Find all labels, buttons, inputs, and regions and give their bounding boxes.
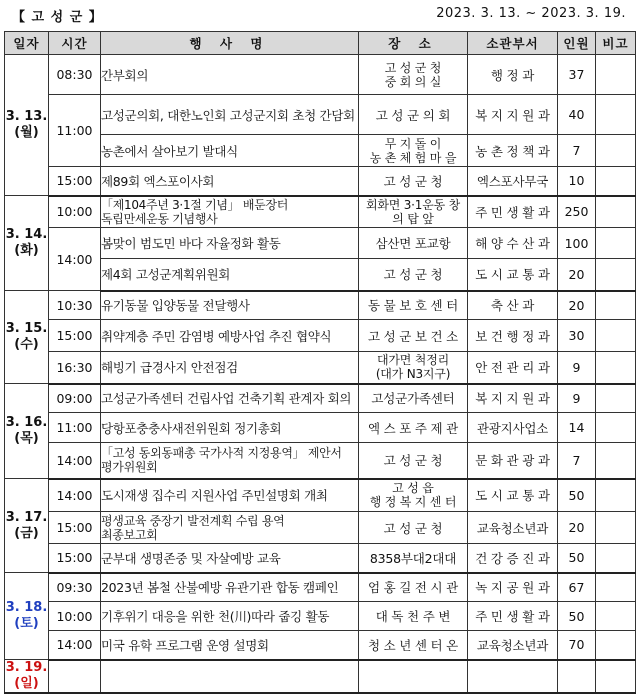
day-date: 3. 19. [5, 660, 48, 675]
event-count: 20 [558, 291, 596, 320]
event-name: 고성군의회, 대한노인회 고성군지회 초청 간담회 [101, 95, 359, 135]
event-place: 엄 홍 길 전 시 관 [359, 573, 468, 602]
event-dept: 축 산 과 [468, 291, 558, 320]
event-place: 삼산면 포교항 [359, 228, 468, 259]
schedule-row [5, 660, 636, 694]
event-place: 대 독 천 주 변 [359, 602, 468, 631]
event-name: 「제104주년 3·1절 기념」 배둔장터 독립만세운동 기념행사 [101, 196, 359, 228]
event-count: 100 [558, 228, 596, 259]
day-weekday: (화) [14, 243, 39, 258]
event-note [596, 167, 636, 196]
event-dept: 안 전 관 리 과 [468, 352, 558, 384]
event-place: 고 성 읍 행 정 복 지 센 터 [359, 479, 468, 512]
schedule-row [5, 573, 636, 602]
event-time: 14:00 [49, 479, 101, 512]
event-note [596, 95, 636, 135]
day-weekday: (목) [14, 431, 39, 446]
event-name: 취약계층 주민 감염병 예방사업 추진 협약식 [101, 320, 359, 352]
event-name: 봄맞이 범도민 바다 자율정화 활동 [101, 228, 359, 259]
event-dept: 행 정 과 [468, 55, 558, 95]
day-weekday: (금) [14, 525, 39, 541]
event-dept: 교육청소년과 [468, 512, 558, 544]
event-dept: 건 강 증 진 과 [468, 544, 558, 573]
schedule-row [5, 167, 636, 196]
schedule-row [5, 291, 636, 320]
event-name: 고성군가족센터 건립사업 건축기획 관계자 회의 [101, 384, 359, 413]
event-time: 08:30 [49, 55, 101, 95]
event-time: 14:00 [49, 631, 101, 660]
event-count: 20 [558, 512, 596, 544]
table-header-row [5, 32, 636, 55]
event-count: 7 [558, 443, 596, 479]
col-header-event: 행 사 명 [101, 32, 359, 55]
event-note [596, 320, 636, 352]
event-place: 고 성 군 의 회 [359, 95, 468, 135]
event-place: 엑 스 포 주 제 관 [359, 413, 468, 443]
schedule-row [5, 320, 636, 352]
schedule-row [5, 55, 636, 95]
event-dept: 녹 지 공 원 과 [468, 573, 558, 602]
col-header-count: 인원 [558, 32, 596, 55]
day-date: 3. 18. [5, 600, 48, 615]
event-place: 고 성 군 청 [359, 512, 468, 544]
day-label-3 [5, 384, 49, 479]
event-note [596, 544, 636, 573]
event-time: 14:00 [49, 228, 101, 291]
event-note [596, 660, 636, 694]
event-count: 50 [558, 544, 596, 573]
event-name: 2023년 봄철 산불예방 유관기관 합동 캠페인 [101, 573, 359, 602]
day-date: 3. 16. [5, 415, 48, 430]
event-time: 16:30 [49, 352, 101, 384]
schedule-period: 2023. 3. 13. ~ 2023. 3. 19. [436, 6, 626, 21]
day-weekday: (월) [14, 125, 39, 140]
day-date: 3. 14. [5, 227, 48, 242]
col-header-note: 비고 [596, 32, 636, 55]
event-note [596, 479, 636, 512]
col-header-time: 시간 [49, 32, 101, 55]
event-count: 9 [558, 384, 596, 413]
event-note [596, 443, 636, 479]
event-name: 당항포충충사새전위원회 정기총회 [101, 413, 359, 443]
event-time: 09:00 [49, 384, 101, 413]
day-label-0 [5, 55, 49, 196]
event-note [596, 291, 636, 320]
event-dept: 농 촌 정 책 과 [468, 135, 558, 167]
event-place [359, 660, 468, 694]
event-name: 제4회 고성군계획위원회 [101, 259, 359, 291]
event-count: 250 [558, 196, 596, 228]
day-label-6 [5, 660, 49, 694]
event-count: 14 [558, 413, 596, 443]
event-note [596, 135, 636, 167]
day-date: 3. 15. [5, 321, 48, 336]
event-name: 평생교육 중장기 발전계획 수립 용역 최종보고회 [101, 512, 359, 544]
event-count: 9 [558, 352, 596, 384]
event-dept: 복 지 지 원 과 [468, 384, 558, 413]
event-time: 14:00 [49, 443, 101, 479]
event-count: 40 [558, 95, 596, 135]
event-dept: 관광지사업소 [468, 413, 558, 443]
event-count: 50 [558, 479, 596, 512]
schedule-row [5, 479, 636, 512]
event-count: 67 [558, 573, 596, 602]
weekly-schedule-table [4, 31, 636, 694]
event-count: 70 [558, 631, 596, 660]
event-note [596, 196, 636, 228]
event-place: 고성군가족센터 [359, 384, 468, 413]
day-weekday: (수) [14, 337, 39, 352]
event-time: 15:00 [49, 167, 101, 196]
event-note [596, 602, 636, 631]
event-time: 15:00 [49, 544, 101, 573]
event-time: 15:00 [49, 320, 101, 352]
event-place: 회화면 3·1운동 창 의 탑 앞 [359, 196, 468, 228]
event-dept: 해 양 수 산 과 [468, 228, 558, 259]
day-date: 3. 13. [5, 109, 48, 124]
event-name: 농촌에서 살아보기 발대식 [101, 135, 359, 167]
event-count: 10 [558, 167, 596, 196]
event-place: 고 성 군 청 [359, 167, 468, 196]
event-time: 15:00 [49, 512, 101, 544]
event-count [558, 660, 596, 694]
event-note [596, 259, 636, 291]
event-name: 해빙기 급경사지 안전점검 [101, 352, 359, 384]
event-name: 「고성 동외동패총 국가사적 지정용역」 제안서 평가위원회 [101, 443, 359, 479]
event-note [596, 631, 636, 660]
event-place: 동 물 보 호 센 터 [359, 291, 468, 320]
event-count: 30 [558, 320, 596, 352]
district-title: 【 고 성 군 】 [12, 10, 103, 25]
event-name: 군부대 생명존중 및 자살예방 교육 [101, 544, 359, 573]
schedule-row [5, 95, 636, 135]
schedule-row [5, 196, 636, 228]
event-dept: 도 시 교 통 과 [468, 259, 558, 291]
schedule-row [5, 512, 636, 544]
event-time: 10:00 [49, 602, 101, 631]
event-dept: 도 시 교 통 과 [468, 479, 558, 512]
schedule-row [5, 443, 636, 479]
event-count: 7 [558, 135, 596, 167]
event-place: 고 성 군 청 중 회 의 실 [359, 55, 468, 95]
event-place: 대가면 척정리 (대가 N3지구) [359, 352, 468, 384]
event-name: 유기동물 입양동물 전달행사 [101, 291, 359, 320]
event-count: 20 [558, 259, 596, 291]
event-dept: 주 민 생 활 과 [468, 196, 558, 228]
event-note [596, 228, 636, 259]
event-time: 10:00 [49, 196, 101, 228]
event-dept [468, 660, 558, 694]
day-label-5 [5, 573, 49, 660]
event-time [49, 660, 101, 694]
event-dept: 문 화 관 광 과 [468, 443, 558, 479]
event-dept: 엑스포사무국 [468, 167, 558, 196]
event-name: 간부회의 [101, 55, 359, 95]
event-place: 청 소 년 센 터 온 [359, 631, 468, 660]
day-weekday: (토) [14, 616, 39, 631]
schedule-row [5, 602, 636, 631]
schedule-row [5, 413, 636, 443]
schedule-row [5, 384, 636, 413]
schedule-row [5, 544, 636, 573]
event-place: 고 성 군 청 [359, 259, 468, 291]
day-label-4 [5, 479, 49, 573]
event-note [596, 352, 636, 384]
event-dept: 주 민 생 활 과 [468, 602, 558, 631]
event-count: 37 [558, 55, 596, 95]
day-label-2 [5, 291, 49, 384]
col-header-place: 장 소 [359, 32, 468, 55]
col-header-date: 일자 [5, 32, 49, 55]
event-time: 11:00 [49, 413, 101, 443]
event-dept: 교육청소년과 [468, 631, 558, 660]
event-place: 무 지 돌 이 농 촌 체 험 마 을 [359, 135, 468, 167]
day-date: 3. 17. [5, 509, 48, 525]
event-name: 제89회 엑스포이사회 [101, 167, 359, 196]
col-header-dept: 소관부서 [468, 32, 558, 55]
event-note [596, 512, 636, 544]
event-name: 미국 유학 프로그램 운영 설명회 [101, 631, 359, 660]
event-note [596, 55, 636, 95]
event-note [596, 573, 636, 602]
schedule-row [5, 631, 636, 660]
event-place: 고 성 군 보 건 소 [359, 320, 468, 352]
event-name: 도시재생 집수리 지원사업 주민설명회 개최 [101, 479, 359, 512]
event-count: 50 [558, 602, 596, 631]
event-note [596, 384, 636, 413]
event-note [596, 413, 636, 443]
event-time: 10:30 [49, 291, 101, 320]
event-place: 8358부대2대대 [359, 544, 468, 573]
day-weekday: (일) [14, 676, 39, 691]
event-time: 09:30 [49, 573, 101, 602]
event-dept: 복 지 지 원 과 [468, 95, 558, 135]
schedule-row [5, 228, 636, 259]
event-name: 기후위기 대응을 위한 천(川)따라 줍깅 활동 [101, 602, 359, 631]
event-time: 11:00 [49, 95, 101, 167]
event-name [101, 660, 359, 694]
day-label-1 [5, 196, 49, 291]
event-place: 고 성 군 청 [359, 443, 468, 479]
event-dept: 보 건 행 정 과 [468, 320, 558, 352]
schedule-row [5, 352, 636, 384]
